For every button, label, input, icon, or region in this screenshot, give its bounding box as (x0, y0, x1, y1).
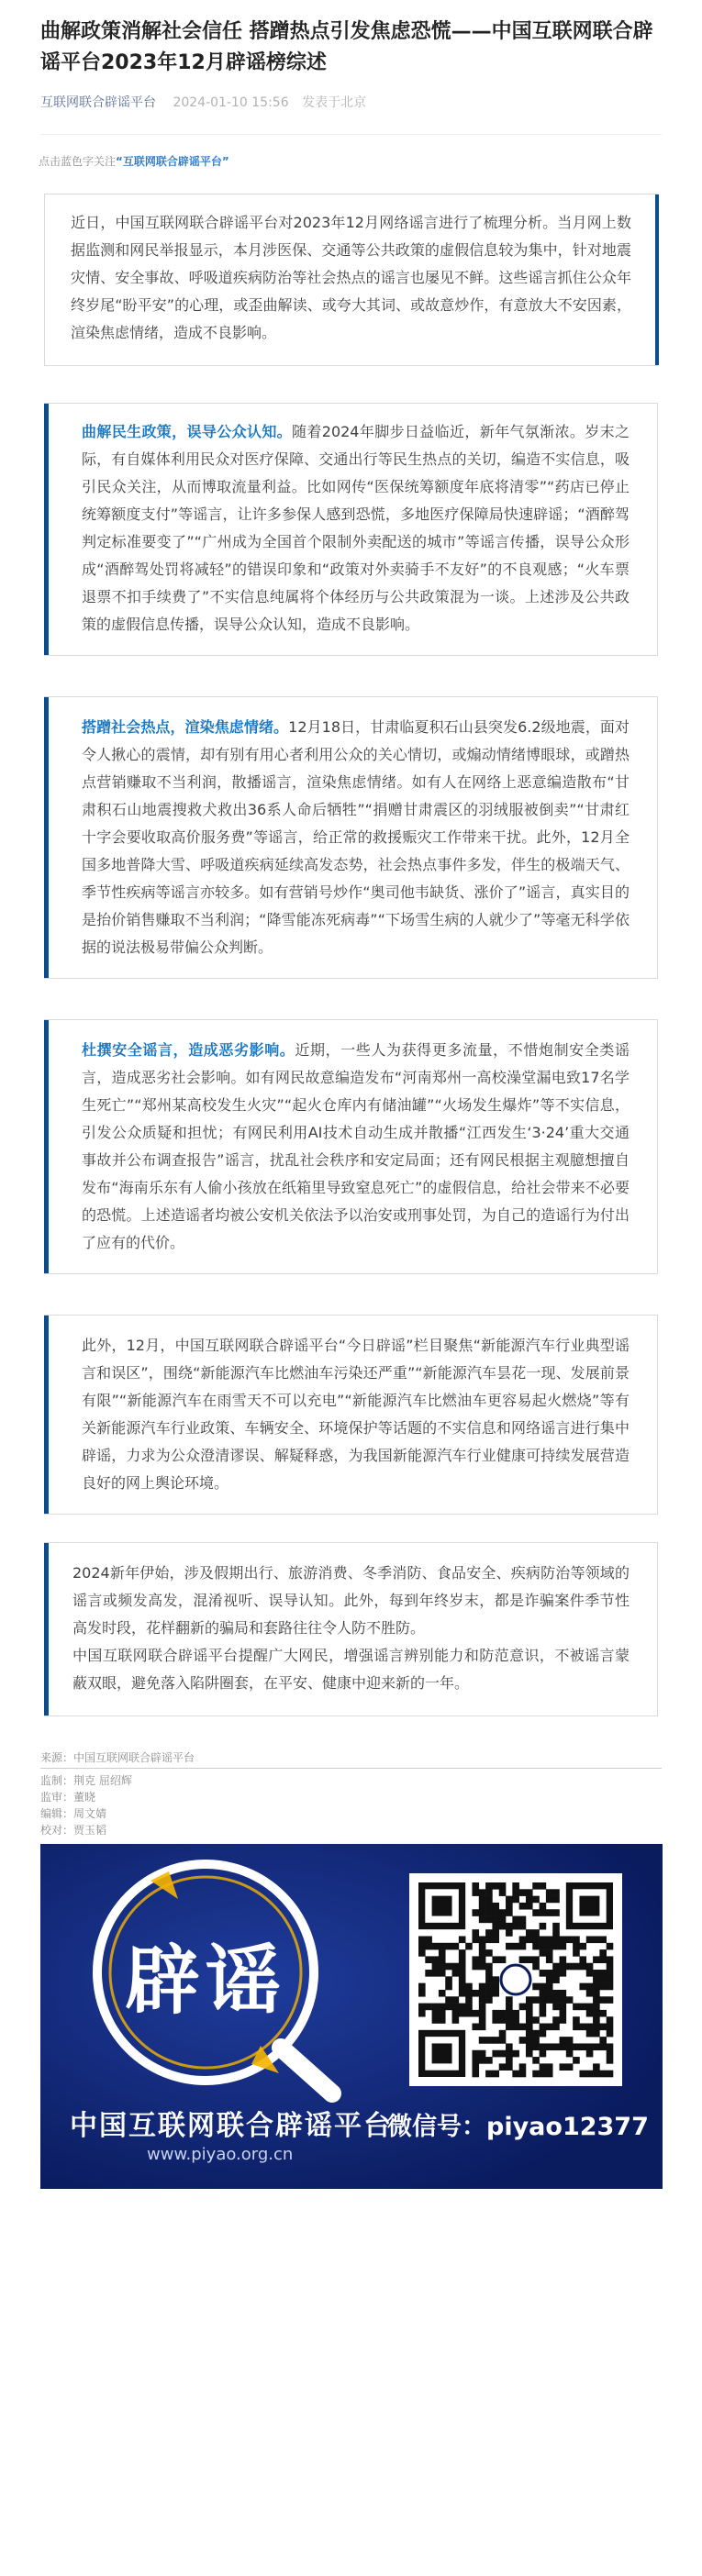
publish-location: 发表于北京 (302, 95, 367, 110)
banner-brand-name: 中国互联网联合辟谣平台 (70, 2110, 393, 2142)
credit-supervisor: 监制：荆克 屈绍辉 (40, 1774, 132, 1787)
livelihood-box (44, 403, 658, 656)
safety-box (44, 1019, 658, 1274)
livelihood-body: 随着2024年脚步日益临近，新年气氛渐浓。岁末之际，有自媒体利用民众对医疗保障、交通出行等民生热点的关切，编造不实信息，吸引民众关注，从而博取流量利益。比如网传“医保统筹额度年底将清零”“药店已停止统筹额度支付”等谣言，让许多参保人感到恐慌，多地医疗保障局快速辟谣；“酒醉驾判定标准要变了”“广州成为全国首个限制外卖配送的城市”等谣言传播，误导公众形成“酒醉驾处罚将减轻”的错误印象和“政策对外卖骑手不友好”的不良观感；“火车票退票不扣手续费了”不实信息纯属将个体经历与公共政策混为一谈。上述涉及公共政策的虚假信息传播，误导公众认知，造成不良影响。 (82, 423, 630, 633)
banner-logo (125, 1921, 286, 2028)
credit-reviewer: 监审：董晓 (40, 1791, 96, 1804)
hotspot-paragraph (82, 714, 630, 961)
credit-source: 来源：中国互联网联合辟谣平台 (40, 1749, 662, 1769)
credit-proofreader: 校对：贾玉韬 (40, 1824, 107, 1837)
livelihood-paragraph (82, 418, 630, 638)
logo-char-2: 谣 (206, 1938, 287, 2025)
credit-editor: 编辑：周文婧 (40, 1807, 107, 1820)
outro-box (44, 1542, 658, 1716)
livelihood-lead: 曲解民生政策，误导公众认知。 (82, 423, 293, 440)
follow-account-link[interactable]: “互联网联合辟谣平台” (116, 155, 229, 168)
wechat-qr-code (409, 1873, 622, 2086)
nev-paragraph: 此外，12月，中国互联网联合辟谣平台“今日辟谣”栏目聚焦“新能源汽车行业典型谣言和误区”，围绕“新能源汽车比燃油车污染还严重”“新能源汽车昙花一现、发展前景有限”“新能源汽车在雨雪天不可以充电”“新能源汽车比燃油车更容易起火燃烧”等有关新能源汽车行业政策、车辆安全、环境保护等话题的不实信息和网络谣言进行集中辟谣，力求为公众澄清谬误、解疑释惑，为我国新能源汽车行业健康可持续发展营造良好的网上舆论环境。 (82, 1337, 630, 1492)
intro-paragraph: 近日，中国互联网联合辟谣平台对2023年12月网络谣言进行了梳理分析。当月网上数据监测和网民举报显示，本月涉医保、交通等公共政策的虚假信息较为集中，针对地震灾情、安全事故、呼吸道疾病防治等社会热点的谣言也屡见不鲜。这些谣言抓住公众年终岁尾“盼平安”的心理，或歪曲解读、或夸大其词、或故意炒作，有意放大不安因素，渲染焦虑情绪，造成不良影响。 (71, 214, 631, 341)
logo-char-1: 辟 (125, 1938, 206, 2025)
account-name-link[interactable]: 互联网联合辟谣平台 (40, 95, 156, 110)
intro-box (44, 194, 658, 366)
hotspot-lead: 搭蹭社会热点，渲染焦虑情绪。 (82, 718, 289, 736)
credits (40, 1749, 662, 1838)
safety-paragraph (82, 1037, 630, 1257)
footer-banner (40, 1844, 663, 2189)
publish-date: 2024-01-10 15:56 (173, 95, 289, 110)
nev-box (44, 1315, 658, 1515)
follow-tip-prefix: 点击蓝色字关注 (39, 155, 117, 168)
banner-url: www.piyao.org.cn (147, 2145, 294, 2164)
outro-paragraph-2: 中国互联网联合辟谣平台提醒广大网民，增强谣言辨别能力和防范意识，不被谣言蒙蔽双眼，避免落入陷阱圈套，在平安、健康中迎来新的一年。 (72, 1647, 630, 1692)
outro-paragraph-1: 2024新年伊始，涉及假期出行、旅游消费、冬季消防、食品安全、疾病防治等领域的谣言或频发高发，混淆视听、误导认知。此外，每到年终岁末，都是诈骗案件季节性高发时段，花样翻新的骗局和套路往往令人防不胜防。 (72, 1564, 630, 1637)
article-title: 曲解政策消解社会信任 搭蹭热点引发焦虑恐慌——中国互联网联合辟谣平台2023年12月辟谣榜综述 (40, 20, 653, 74)
article-meta (40, 90, 662, 116)
banner-wechat-id: 微信号：piyao12377 (387, 2113, 649, 2141)
title-divider (40, 134, 662, 135)
hotspot-box (44, 696, 658, 979)
follow-tip (39, 153, 702, 170)
safety-lead: 杜撰安全谣言，造成恶劣影响。 (82, 1041, 295, 1059)
safety-body: 近期，一些人为获得更多流量，不惜炮制安全类谣言，造成恶劣社会影响。如有网民故意编造发布“河南郑州一高校澡堂漏电致17名学生死亡”“郑州某高校发生火灾”“起火仓库内有储油罐”“火场发生爆炸”等不实信息，引发公众质疑和担忧；有网民利用AI技术自动生成并散播“江西发生‘3·24’重大交通事故并公布调查报告”谣言，扰乱社会秩序和安定局面；还有网民根据主观臆想擅自发布“海南乐东有人偷小孩放在纸箱里导致窒息死亡”的虚假信息，给社会带来不必要的恐慌。上述造谣者均被公安机关依法予以治安或刑事处罚，为自己的造谣行为付出了应有的代价。 (82, 1041, 630, 1251)
hotspot-body: 12月18日，甘肃临夏积石山县突发6.2级地震，面对令人揪心的震情，却有别有用心者利用公众的关心情切，或煽动情绪博眼球，或蹭热点营销赚取不当利润，散播谣言，渲染焦虑情绪。如有人在网络上恶意编造散布“甘肃积石山地震搜救犬救出36系人命后牺牲”“捐赠甘肃震区的羽绒服被倒卖”“甘肃红十字会要收取高价服务费”等谣言，给正常的救援赈灾工作带来干扰。此外，12月全国多地普降大雪、呼吸道疾病延续高发态势，社会热点事件多发，伴生的极端天气、季节性疾病等谣言亦较多。如有营销号炒作“奥司他韦缺货、涨价了”谣言，真实目的是抬价销售赚取不当利润；“降雪能冻死病毒”“下场雪生病的人就少了”等毫无科学依据的说法极易带偏公众判断。 (82, 718, 630, 956)
qr-code-icon (409, 1873, 622, 2086)
